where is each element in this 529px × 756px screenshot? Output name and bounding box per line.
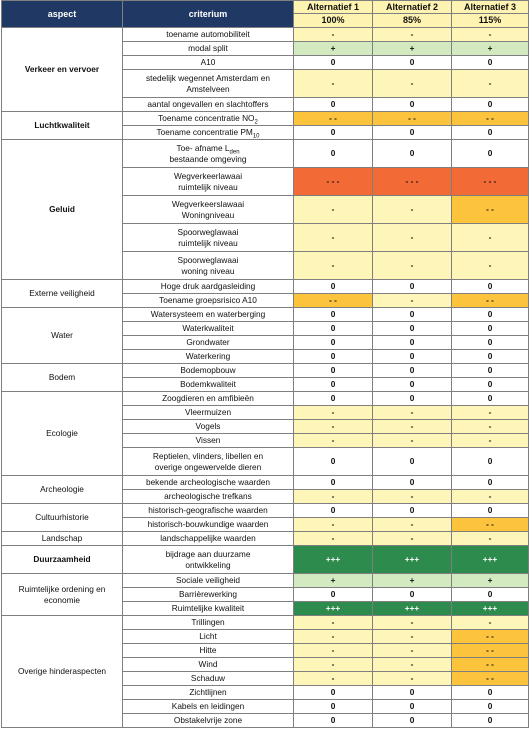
- score-alt-3: 0: [452, 322, 529, 336]
- header-alt-2-name: Alternatief 2: [373, 1, 452, 14]
- criterium-cell: [123, 56, 294, 70]
- criterium-cell: [123, 350, 294, 364]
- table-row: [2, 112, 529, 126]
- aspect-cell: Externe veiligheid: [2, 280, 123, 308]
- table-row: [2, 476, 529, 490]
- score-alt-3: -: [452, 406, 529, 420]
- score-alt-3: 0: [452, 448, 529, 476]
- aspect-cell: Ecologie: [2, 392, 123, 476]
- score-alt-2: -: [373, 630, 452, 644]
- score-alt-3: -: [452, 532, 529, 546]
- score-alt-1: 0: [294, 56, 373, 70]
- criterium-cell: [123, 420, 294, 434]
- criterium-cell: [123, 140, 294, 168]
- score-alt-1: - - -: [294, 168, 373, 196]
- criterium-cell: [123, 294, 294, 308]
- score-alt-1: 0: [294, 98, 373, 112]
- aspect-cell: Duurzaamheid: [2, 546, 123, 574]
- criterium-cell: [123, 252, 294, 280]
- score-alt-3: -: [452, 28, 529, 42]
- score-alt-2: 0: [373, 308, 452, 322]
- score-alt-3: 0: [452, 714, 529, 728]
- criterium-text: woning niveau: [181, 265, 235, 276]
- criterium-subscript: 2: [254, 119, 258, 126]
- aspect-cell: Overige hinderaspecten: [2, 616, 123, 728]
- criterium-cell: [123, 546, 294, 574]
- criterium-cell: [123, 490, 294, 504]
- score-alt-1: -: [294, 658, 373, 672]
- score-alt-2: -: [373, 252, 452, 280]
- score-alt-1: -: [294, 672, 373, 686]
- criterium-text: archeologische trefkans: [164, 491, 252, 501]
- criterium-text: Bodemopbouw: [180, 365, 236, 375]
- score-alt-2: -: [373, 294, 452, 308]
- criterium-text: bestaande omgeving: [169, 153, 247, 164]
- score-alt-1: +++: [294, 602, 373, 616]
- criterium-text: Toename concentratie NO: [158, 113, 255, 123]
- criterium-cell: [123, 168, 294, 196]
- score-alt-2: 0: [373, 336, 452, 350]
- score-alt-1: -: [294, 518, 373, 532]
- criterium-text: Amstelveen: [186, 83, 230, 94]
- score-alt-1: 0: [294, 322, 373, 336]
- score-alt-3: -: [452, 434, 529, 448]
- aspect-cell: Geluid: [2, 140, 123, 280]
- score-alt-1: -: [294, 224, 373, 252]
- score-alt-1: 0: [294, 392, 373, 406]
- score-alt-3: 0: [452, 700, 529, 714]
- table-row: [2, 28, 529, 42]
- criterium-cell: [123, 672, 294, 686]
- criterium-text: Toename concentratie PM: [156, 127, 253, 137]
- criterium-text: bijdrage aan duurzame: [165, 548, 251, 559]
- score-alt-3: 0: [452, 336, 529, 350]
- header-row: [2, 1, 529, 14]
- criterium-cell: [123, 28, 294, 42]
- score-alt-3: - -: [452, 196, 529, 224]
- score-alt-3: -: [452, 252, 529, 280]
- score-alt-3: - -: [452, 644, 529, 658]
- criterium-text: bekende archeologische waarden: [145, 477, 271, 487]
- score-alt-2: 0: [373, 364, 452, 378]
- criterium-text: Schaduw: [190, 673, 226, 683]
- score-alt-1: -: [294, 196, 373, 224]
- score-alt-2: -: [373, 532, 452, 546]
- score-alt-2: -: [373, 658, 452, 672]
- score-alt-3: - -: [452, 112, 529, 126]
- score-alt-3: 0: [452, 378, 529, 392]
- score-alt-2: 0: [373, 280, 452, 294]
- score-alt-2: -: [373, 672, 452, 686]
- score-alt-2: +: [373, 574, 452, 588]
- criterium-cell: [123, 588, 294, 602]
- criterium-cell: [123, 448, 294, 476]
- score-alt-2: +++: [373, 546, 452, 574]
- assessment-table: [1, 0, 529, 728]
- score-alt-1: +: [294, 42, 373, 56]
- criterium-cell: [123, 280, 294, 294]
- criterium-text: Zoogdieren en amfibieën: [162, 393, 254, 403]
- table-row: [2, 280, 529, 294]
- score-alt-3: 0: [452, 686, 529, 700]
- criterium-cell: [123, 98, 294, 112]
- criterium-text: Waterkwaliteit: [182, 323, 234, 333]
- aspect-cell: Archeologie: [2, 476, 123, 504]
- criterium-cell: [123, 308, 294, 322]
- score-alt-2: -: [373, 616, 452, 630]
- criterium-cell: [123, 476, 294, 490]
- score-alt-1: -: [294, 490, 373, 504]
- aspect-cell: Luchtkwaliteit: [2, 112, 123, 140]
- score-alt-2: - - -: [373, 168, 452, 196]
- criterium-text: Bodemkwaliteit: [180, 379, 236, 389]
- score-alt-1: +++: [294, 546, 373, 574]
- criterium-text: Grondwater: [186, 337, 230, 347]
- criterium-text: stedelijk wegennet Amsterdam en: [145, 72, 271, 83]
- score-alt-2: -: [373, 644, 452, 658]
- score-alt-1: -: [294, 644, 373, 658]
- score-alt-2: 0: [373, 700, 452, 714]
- score-alt-2: -: [373, 490, 452, 504]
- criterium-cell: [123, 322, 294, 336]
- criterium-text: Wind: [198, 659, 218, 669]
- table-row: [2, 504, 529, 518]
- score-alt-3: 0: [452, 504, 529, 518]
- criterium-text: aantal ongevallen en slachtoffers: [147, 99, 269, 109]
- score-alt-2: 0: [373, 392, 452, 406]
- score-alt-1: 0: [294, 280, 373, 294]
- score-alt-1: -: [294, 630, 373, 644]
- score-alt-3: 0: [452, 280, 529, 294]
- criterium-cell: [123, 532, 294, 546]
- table-row: [2, 532, 529, 546]
- score-alt-1: 0: [294, 126, 373, 140]
- score-alt-3: - -: [452, 658, 529, 672]
- score-alt-2: -: [373, 224, 452, 252]
- criterium-text: toename automobiliteit: [166, 29, 250, 39]
- score-alt-2: -: [373, 434, 452, 448]
- criterium-text: modal split: [188, 43, 228, 53]
- score-alt-1: 0: [294, 686, 373, 700]
- criterium-text: Barrièrewerking: [178, 589, 238, 599]
- criterium-text: Wegverkeerlawaai: [173, 170, 243, 181]
- score-alt-3: +: [452, 42, 529, 56]
- score-alt-3: -: [452, 224, 529, 252]
- criterium-cell: [123, 364, 294, 378]
- score-alt-1: -: [294, 70, 373, 98]
- criterium-cell: [123, 602, 294, 616]
- score-alt-2: -: [373, 518, 452, 532]
- score-alt-3: 0: [452, 350, 529, 364]
- score-alt-3: -: [452, 420, 529, 434]
- score-alt-3: - -: [452, 518, 529, 532]
- score-alt-2: - -: [373, 112, 452, 126]
- criterium-text: historisch-geografische waarden: [148, 505, 268, 515]
- criterium-cell: [123, 504, 294, 518]
- score-alt-2: 0: [373, 714, 452, 728]
- criterium-cell: [123, 644, 294, 658]
- criterium-cell: [123, 686, 294, 700]
- score-alt-3: -: [452, 490, 529, 504]
- score-alt-3: 0: [452, 476, 529, 490]
- criterium-text: ruimtelijk niveau: [178, 181, 238, 192]
- table-row: [2, 308, 529, 322]
- score-alt-1: 0: [294, 588, 373, 602]
- score-alt-2: -: [373, 28, 452, 42]
- table-row: [2, 546, 529, 574]
- score-alt-1: 0: [294, 378, 373, 392]
- criterium-text: Vleermuizen: [184, 407, 232, 417]
- aspect-cell: Bodem: [2, 364, 123, 392]
- score-alt-3: 0: [452, 364, 529, 378]
- score-alt-2: 0: [373, 350, 452, 364]
- criterium-text: Vogels: [195, 421, 221, 431]
- score-alt-2: 0: [373, 322, 452, 336]
- score-alt-1: 0: [294, 476, 373, 490]
- score-alt-2: -: [373, 406, 452, 420]
- table-body: [2, 28, 529, 728]
- criterium-cell: [123, 112, 294, 126]
- criterium-text: Waterkering: [185, 351, 231, 361]
- score-alt-2: +++: [373, 602, 452, 616]
- header-alt-3-name: Alternatief 3: [452, 1, 529, 14]
- score-alt-1: 0: [294, 336, 373, 350]
- criterium-cell: [123, 518, 294, 532]
- header-alt-3-pct: 115%: [452, 14, 529, 28]
- criterium-text: Sociale veiligheid: [175, 575, 241, 585]
- header-criterium: criterium: [123, 1, 294, 28]
- score-alt-2: 0: [373, 476, 452, 490]
- aspect-cell: Cultuurhistorie: [2, 504, 123, 532]
- score-alt-1: -: [294, 616, 373, 630]
- score-alt-2: 0: [373, 686, 452, 700]
- score-alt-1: - -: [294, 112, 373, 126]
- score-alt-2: -: [373, 70, 452, 98]
- score-alt-2: 0: [373, 140, 452, 168]
- criterium-text: Hoge druk aardgasleiding: [160, 281, 256, 291]
- score-alt-1: 0: [294, 714, 373, 728]
- criterium-cell: [123, 658, 294, 672]
- criterium-text: Woningniveau: [181, 209, 235, 220]
- score-alt-1: - -: [294, 294, 373, 308]
- score-alt-3: 0: [452, 56, 529, 70]
- aspect-cell: Landschap: [2, 532, 123, 546]
- score-alt-2: 0: [373, 588, 452, 602]
- score-alt-3: 0: [452, 98, 529, 112]
- score-alt-1: 0: [294, 504, 373, 518]
- criterium-text: Spoorweglawaai: [177, 226, 239, 237]
- table-row: [2, 364, 529, 378]
- score-alt-3: +: [452, 574, 529, 588]
- criterium-cell: [123, 70, 294, 98]
- score-alt-1: 0: [294, 308, 373, 322]
- score-alt-1: -: [294, 406, 373, 420]
- score-alt-2: +: [373, 42, 452, 56]
- score-alt-3: - -: [452, 630, 529, 644]
- criterium-cell: [123, 700, 294, 714]
- score-alt-3: +++: [452, 602, 529, 616]
- criterium-text: A10: [200, 57, 216, 67]
- criterium-cell: [123, 196, 294, 224]
- score-alt-3: 0: [452, 392, 529, 406]
- criterium-text: overige ongewervelde dieren: [154, 461, 262, 472]
- criterium-text: Spoorweglawaai: [177, 254, 239, 265]
- header-alt-2-pct: 85%: [373, 14, 452, 28]
- criterium-cell: [123, 434, 294, 448]
- score-alt-1: 0: [294, 448, 373, 476]
- criterium-cell: [123, 630, 294, 644]
- table-row: [2, 392, 529, 406]
- criterium-text: Zichtlijnen: [189, 687, 227, 697]
- score-alt-3: - -: [452, 294, 529, 308]
- aspect-cell: Verkeer en vervoer: [2, 28, 123, 112]
- score-alt-2: -: [373, 196, 452, 224]
- table-row: [2, 616, 529, 630]
- score-alt-1: 0: [294, 140, 373, 168]
- criterium-cell: [123, 616, 294, 630]
- criterium-text: ontwikkeling: [185, 559, 231, 570]
- score-alt-3: -: [452, 70, 529, 98]
- score-alt-1: -: [294, 28, 373, 42]
- criterium-text: Vissen: [195, 435, 221, 445]
- criterium-text: Wegverkeerslawaai: [171, 198, 245, 209]
- score-alt-2: 0: [373, 56, 452, 70]
- header-aspect: aspect: [2, 1, 123, 28]
- criterium-text: landschappelijke waarden: [160, 533, 256, 543]
- score-alt-3: +++: [452, 546, 529, 574]
- table-row: [2, 574, 529, 588]
- criterium-cell: [123, 392, 294, 406]
- criterium-text: Watersysteem en waterberging: [150, 309, 266, 319]
- aspect-cell: Ruimtelijke ordening en economie: [2, 574, 123, 616]
- criterium-cell: [123, 126, 294, 140]
- score-alt-1: -: [294, 252, 373, 280]
- score-alt-3: 0: [452, 126, 529, 140]
- criterium-cell: [123, 574, 294, 588]
- score-alt-2: 0: [373, 126, 452, 140]
- score-alt-3: - - -: [452, 168, 529, 196]
- criterium-cell: [123, 336, 294, 350]
- criterium-text: Toename groepsrisico A10: [159, 295, 257, 305]
- score-alt-2: 0: [373, 448, 452, 476]
- criterium-subscript: 10: [252, 133, 260, 140]
- score-alt-2: 0: [373, 98, 452, 112]
- score-alt-3: 0: [452, 588, 529, 602]
- score-alt-1: 0: [294, 700, 373, 714]
- criterium-subscript: den: [229, 149, 240, 156]
- score-alt-2: 0: [373, 378, 452, 392]
- criterium-cell: [123, 714, 294, 728]
- criterium-text: Trillingen: [191, 617, 225, 627]
- criterium-cell: [123, 378, 294, 392]
- criterium-text: Hitte: [199, 645, 217, 655]
- criterium-text: Reptielen, vlinders, libellen en: [152, 450, 264, 461]
- score-alt-3: -: [452, 616, 529, 630]
- score-alt-1: -: [294, 434, 373, 448]
- criterium-text: Licht: [199, 631, 217, 641]
- criterium-cell: [123, 406, 294, 420]
- score-alt-3: 0: [452, 308, 529, 322]
- aspect-cell: Water: [2, 308, 123, 364]
- score-alt-1: -: [294, 532, 373, 546]
- score-alt-3: 0: [452, 140, 529, 168]
- criterium-text: Obstakelvrije zone: [173, 715, 243, 725]
- header-alt-1-pct: 100%: [294, 14, 373, 28]
- criterium-cell: [123, 42, 294, 56]
- criterium-text: Ruimtelijke kwaliteit: [171, 603, 245, 613]
- score-alt-1: +: [294, 574, 373, 588]
- criterium-text: Toe- afname L: [176, 142, 230, 153]
- score-alt-3: - -: [452, 672, 529, 686]
- criterium-text: Kabels en leidingen: [171, 701, 245, 711]
- score-alt-2: -: [373, 420, 452, 434]
- score-alt-1: 0: [294, 364, 373, 378]
- criterium-text: historisch-bouwkundige waarden: [147, 519, 269, 529]
- criterium-cell: [123, 224, 294, 252]
- score-alt-2: 0: [373, 504, 452, 518]
- score-alt-1: -: [294, 420, 373, 434]
- score-alt-1: 0: [294, 350, 373, 364]
- table-row: [2, 140, 529, 168]
- criterium-text: ruimtelijk niveau: [178, 237, 238, 248]
- header-alt-1-name: Alternatief 1: [294, 1, 373, 14]
